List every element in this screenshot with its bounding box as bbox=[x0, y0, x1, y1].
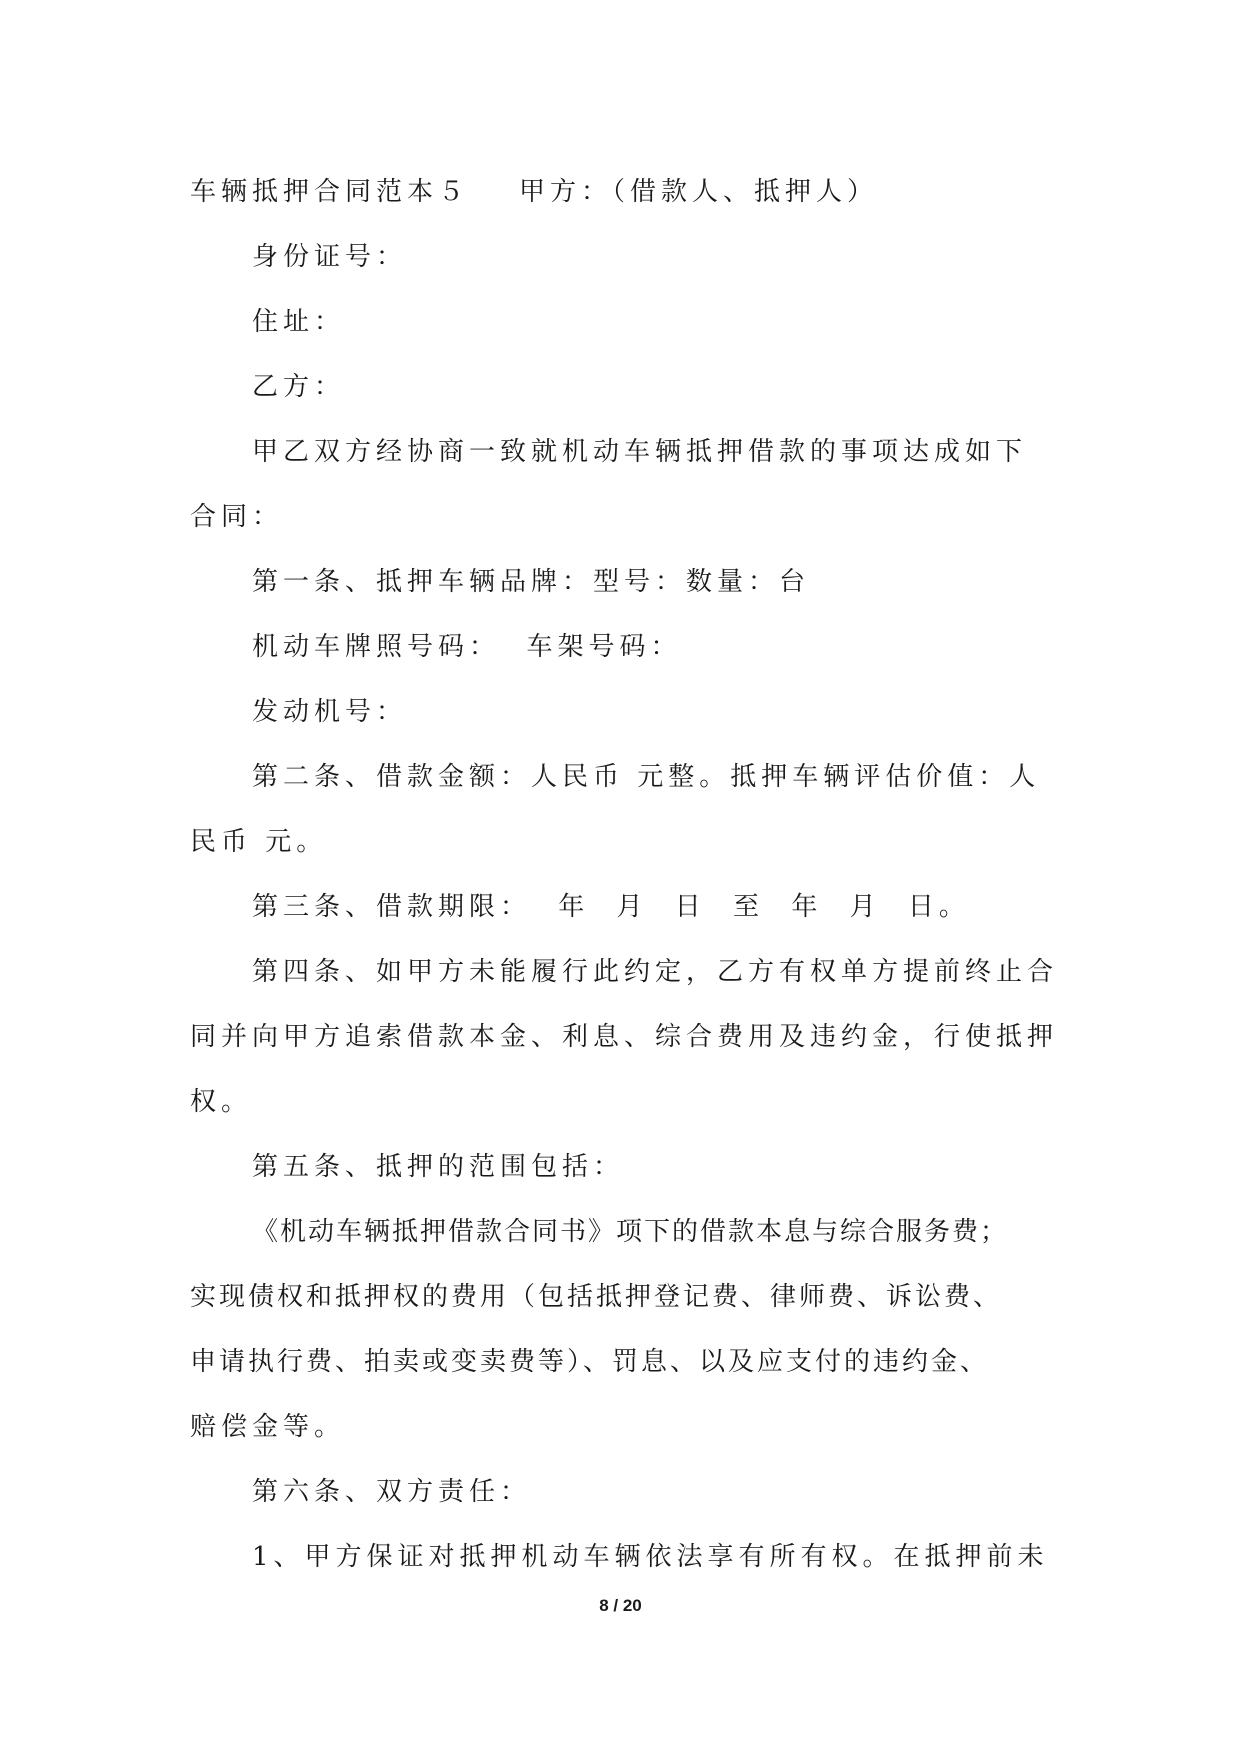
address-line: 住址： bbox=[252, 307, 346, 337]
party-a-label: 甲方：（借款人、抵押人） bbox=[519, 177, 879, 207]
page-number: 8 / 20 bbox=[599, 1596, 642, 1615]
plate-number-line: 机动车牌照号码： 车架号码： bbox=[252, 632, 682, 662]
article-1-line: 第一条、抵押车辆品牌：型号：数量：台 bbox=[252, 567, 811, 597]
party-b-line: 乙方： bbox=[252, 372, 346, 402]
document-title: 车辆抵押合同范本５ bbox=[190, 177, 470, 207]
article-6-line-2: 1、甲方保证对抵押机动车辆依法享有所有权。在抵押前未 bbox=[252, 1542, 1049, 1572]
title-line bbox=[190, 160, 1055, 225]
article-5-line-4: 申请执行费、拍卖或变卖费等）、罚息、以及应支付的违约金、 bbox=[190, 1347, 990, 1377]
article-6-line-1: 第六条、双方责任： bbox=[252, 1477, 532, 1507]
document-body bbox=[190, 160, 1059, 1590]
article-2-line-1: 第二条、借款金额：人民币 元整。抵押车辆评估价值：人 bbox=[252, 762, 1041, 792]
article-2-line-2: 民币 元。 bbox=[190, 827, 328, 857]
article-5-line-1: 第五条、抵押的范围包括： bbox=[252, 1152, 625, 1182]
preamble-line-1: 甲乙双方经协商一致就机动车辆抵押借款的事项达成如下 bbox=[252, 437, 1028, 467]
article-3-line: 第三条、借款期限： 年 月 日 至 年 月 日。 bbox=[252, 892, 970, 922]
article-4-line-1: 第四条、如甲方未能履行此约定，乙方有权单方提前终止合 bbox=[252, 957, 1059, 987]
preamble-line-2: 合同： bbox=[190, 502, 284, 532]
article-4-line-2: 同并向甲方追索借款本金、利息、综合费用及违约金，行使抵押 bbox=[190, 1022, 1059, 1052]
article-5-line-5: 赔偿金等。 bbox=[190, 1412, 346, 1442]
article-5-line-2: 《机动车辆抵押借款合同书》项下的借款本息与综合服务费； bbox=[252, 1217, 1009, 1247]
id-number-line: 身份证号： bbox=[252, 242, 408, 272]
article-5-line-3: 实现债权和抵押权的费用（包括抵押登记费、律师费、诉讼费、 bbox=[190, 1282, 1003, 1312]
engine-number-line: 发动机号： bbox=[252, 697, 408, 727]
article-4-line-3: 权。 bbox=[190, 1087, 253, 1117]
